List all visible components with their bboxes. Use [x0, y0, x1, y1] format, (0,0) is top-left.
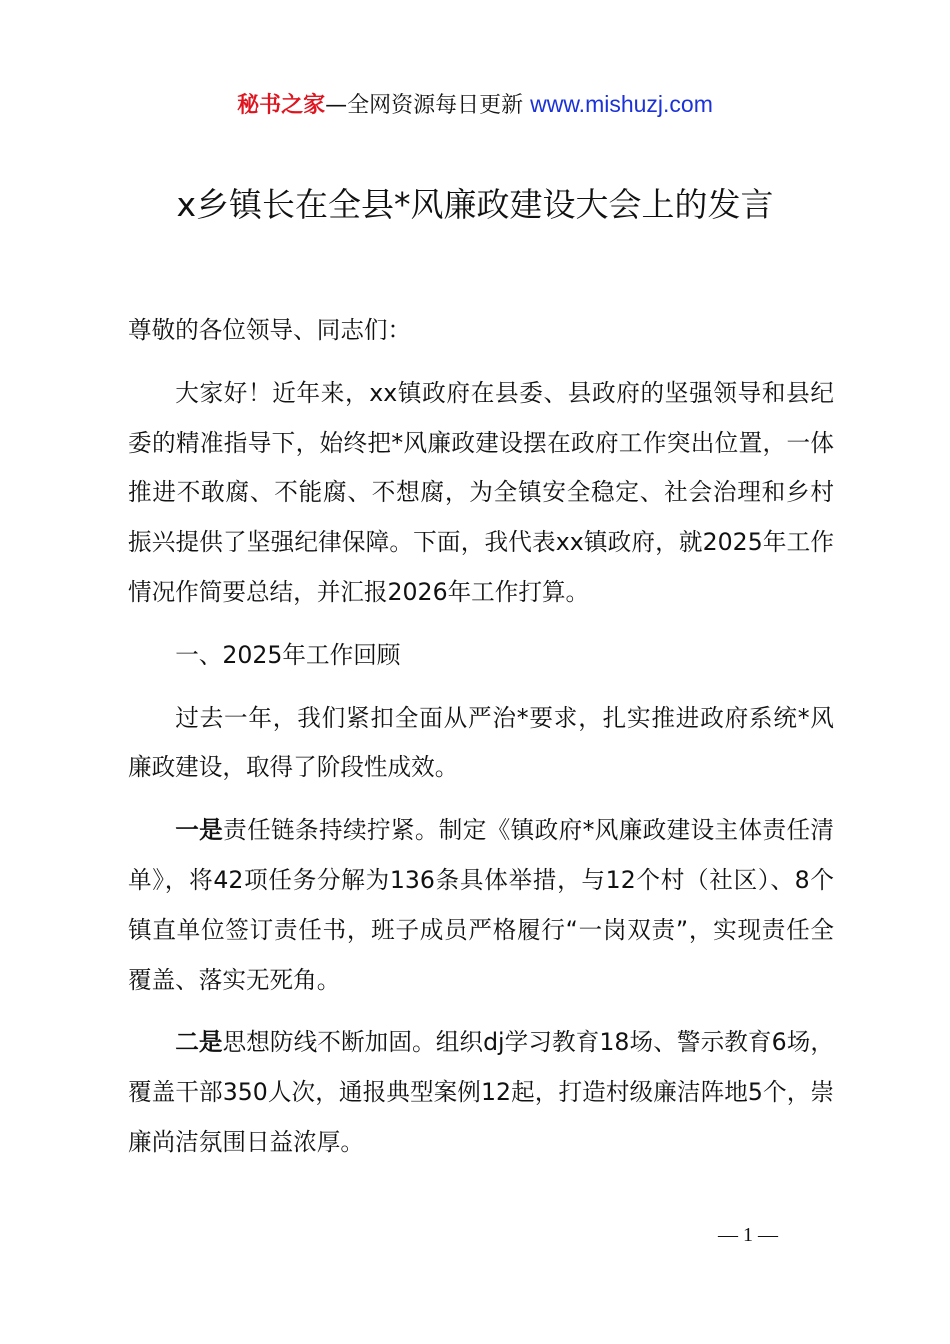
document-body	[128, 306, 834, 1181]
site-url-link[interactable]: www.mishuzj.com	[530, 91, 713, 117]
document-title: x乡镇长在全县*风廉政建设大会上的发言	[176, 185, 774, 224]
point-1-text: 责任链条持续拧紧。制定《镇政府*风廉政建设主体责任清单》，将42项任务分解为136条具体举措，与12个村（社区）、8个镇直单位签订责任书，班子成员严格履行“一岗双责”，实现责任全覆盖、落实无死角。	[128, 816, 835, 994]
point-2-text: 思想防线不断加固。组织dj学习教育18场、警示教育6场，覆盖干部350人次，通报典型案例12起，打造村级廉洁阵地5个，崇廉尚洁氛围日益浓厚。	[128, 1028, 834, 1156]
site-banner	[0, 88, 950, 122]
paragraph-overview: 过去一年，我们紧扣全面从严治*要求，扎实推进政府系统*风廉政建设，取得了阶段性成效。	[128, 703, 834, 782]
paragraph-point-2	[128, 1018, 834, 1167]
salutation: 尊敬的各位领导、同志们：	[128, 316, 412, 344]
point-2-lead: 二是	[175, 1028, 223, 1057]
brand-name: 秘书之家	[237, 93, 326, 118]
point-1-lead: 一是	[175, 816, 224, 845]
paragraph-intro: 大家好！近年来，xx镇政府在县委、县政府的坚强领导和县纪委的精准指导下，始终把*风廉政建设摆在政府工作突出位置，一体推进不敢腐、不能腐、不想腐，为全镇安全稳定、社会治理和乡村振兴提供了坚强纪律保障。下面，我代表xx镇政府，就2025年工作情况作简要总结，并汇报2026年工作打算。	[128, 378, 834, 606]
banner-tagline: —全网资源每日更新	[325, 93, 531, 118]
section-heading: 一、2025年工作回顾	[175, 640, 401, 669]
page-number: — 1 —	[718, 1224, 778, 1246]
paragraph-point-1	[128, 806, 834, 1005]
